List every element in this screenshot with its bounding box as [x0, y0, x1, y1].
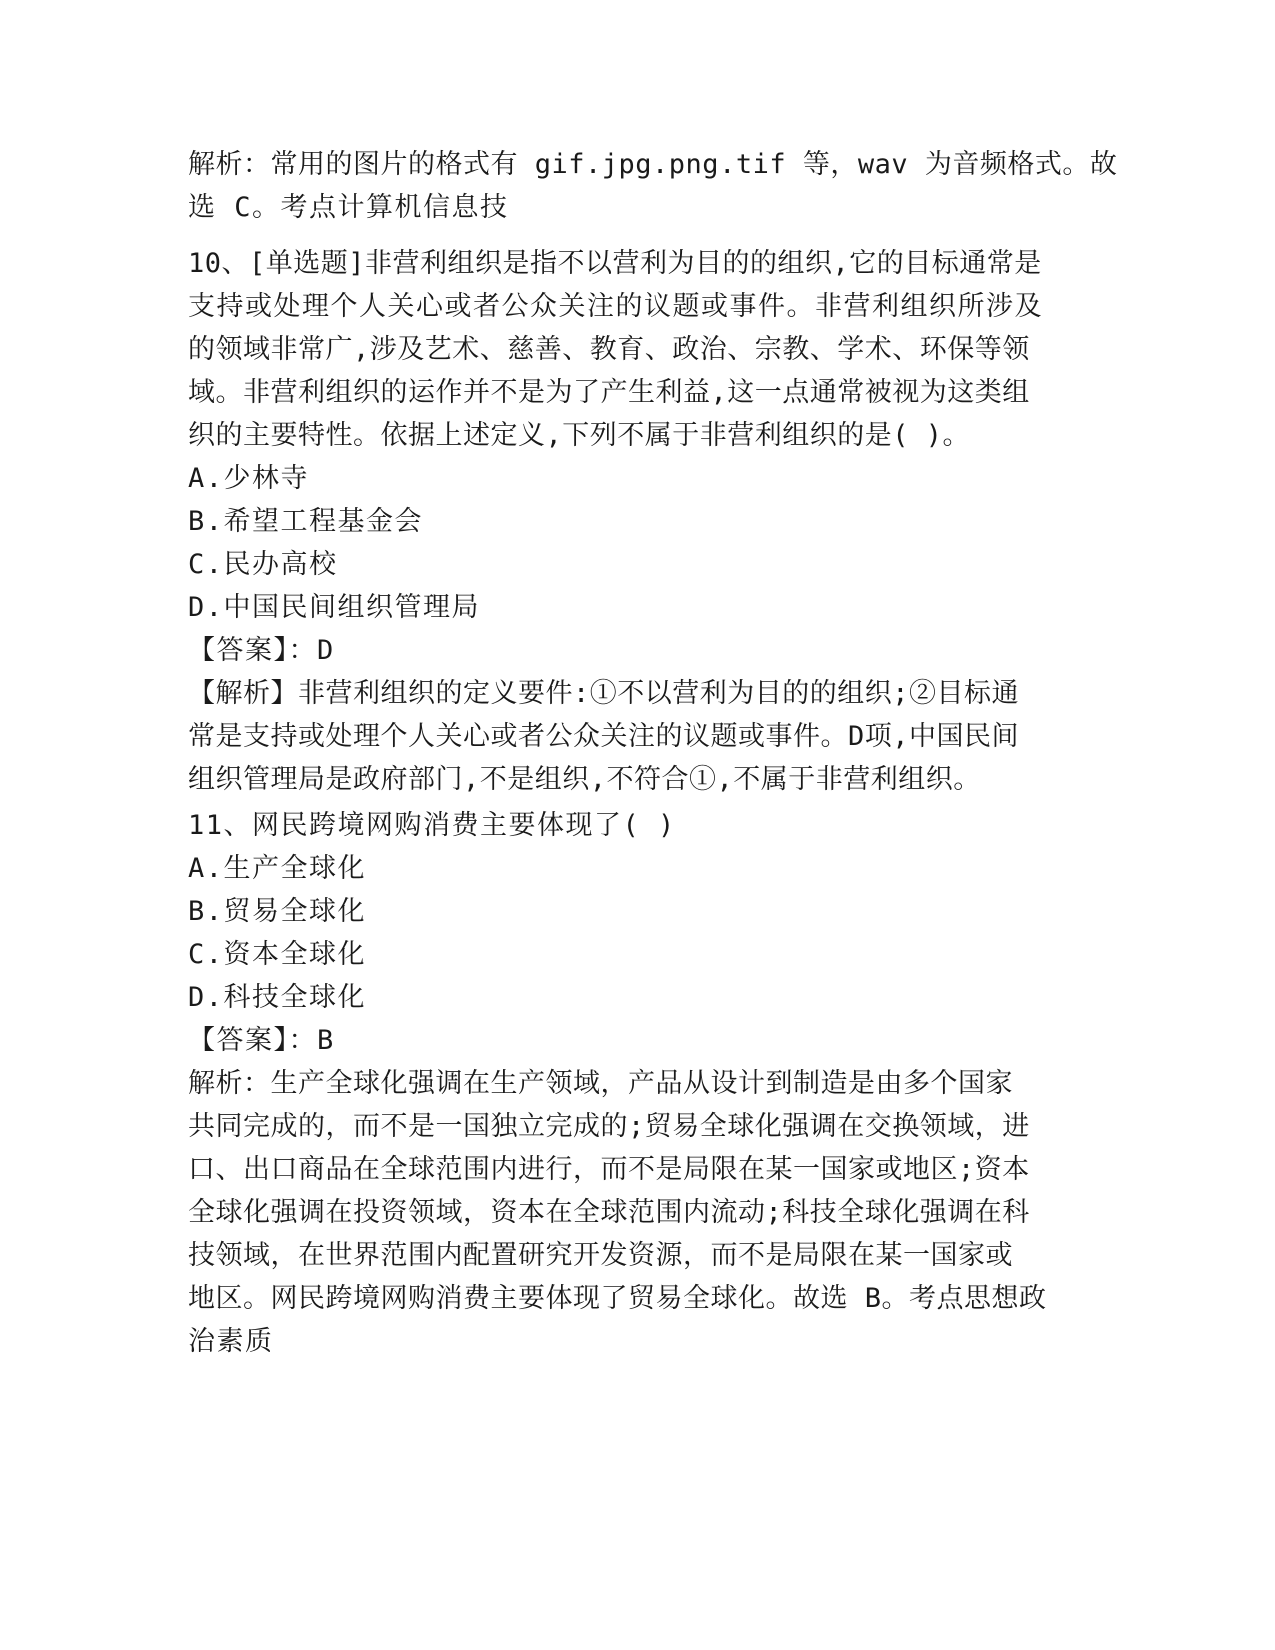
stem-line: 支持或处理个人关心或者公众关注的议题或事件。非营利组织所涉及 [188, 291, 1043, 322]
explanation-line: 【解析】非营利组织的定义要件:①不以营利为目的的组织;②目标通 [188, 678, 1020, 709]
explanation [188, 672, 1078, 801]
explanation-line: 解析：常用的图片的格式有 gif.jpg.png.tif 等，wav 为音频格式。故 [188, 149, 1118, 180]
stem-line: 11、网民跨境网购消费主要体现了( ) [188, 810, 676, 841]
option-b: B.贸易全球化 [188, 896, 367, 927]
explanation-line: 选 C。考点计算机信息技 [188, 192, 509, 223]
answer-label: 【答案】：B [188, 1025, 335, 1056]
option-a: A.少林寺 [188, 463, 310, 494]
stem-line: 域。非营利组织的运作并不是为了产生利益,这一点通常被视为这类组 [188, 377, 1030, 408]
explanation-line: 共同完成的，而不是一国独立完成的;贸易全球化强调在交换领域，进 [188, 1111, 1030, 1142]
question-11 [188, 804, 1078, 1363]
option-list [188, 847, 1078, 1019]
explanation [188, 1062, 1078, 1363]
stem-line: 的领域非常广,涉及艺术、慈善、教育、政治、宗教、学术、环保等领 [188, 334, 1030, 365]
explanation-line: 全球化强调在投资领域，资本在全球范围内流动;科技全球化强调在科 [188, 1197, 1030, 1228]
explanation-line: 常是支持或处理个人关心或者公众关注的议题或事件。D项,中国民间 [188, 721, 1020, 752]
question-10 [188, 242, 1078, 801]
explanation-line: 地区。网民跨境网购消费主要体现了贸易全球化。故选 B。考点思想政 [188, 1283, 1047, 1314]
question-stem [188, 242, 1078, 457]
stem-line: 10、[单选题]非营利组织是指不以营利为目的的组织,它的目标通常是 [188, 248, 1042, 279]
option-list [188, 457, 1078, 629]
option-a: A.生产全球化 [188, 853, 367, 884]
question-stem [188, 804, 1078, 847]
answer-label: 【答案】：D [188, 635, 335, 666]
stem-line: 织的主要特性。依据上述定义,下列不属于非营利组织的是( )。 [188, 420, 971, 451]
option-d: D.中国民间组织管理局 [188, 592, 481, 623]
q9-explanation [188, 143, 1118, 229]
option-c: C.资本全球化 [188, 939, 367, 970]
option-c: C.民办高校 [188, 549, 338, 580]
explanation-line: 组织管理局是政府部门,不是组织,不符合①,不属于非营利组织。 [188, 764, 981, 795]
option-b: B.希望工程基金会 [188, 506, 424, 537]
explanation-line: 口、出口商品在全球范围内进行，而不是局限在某一国家或地区;资本 [188, 1154, 1030, 1185]
explanation-line: 技领域，在世界范围内配置研究开发资源，而不是局限在某一国家或 [188, 1240, 1013, 1271]
explanation-line: 治素质 [188, 1326, 274, 1357]
option-d: D.科技全球化 [188, 982, 367, 1013]
explanation-line: 解析：生产全球化强调在生产领域，产品从设计到制造是由多个国家 [188, 1068, 1013, 1099]
